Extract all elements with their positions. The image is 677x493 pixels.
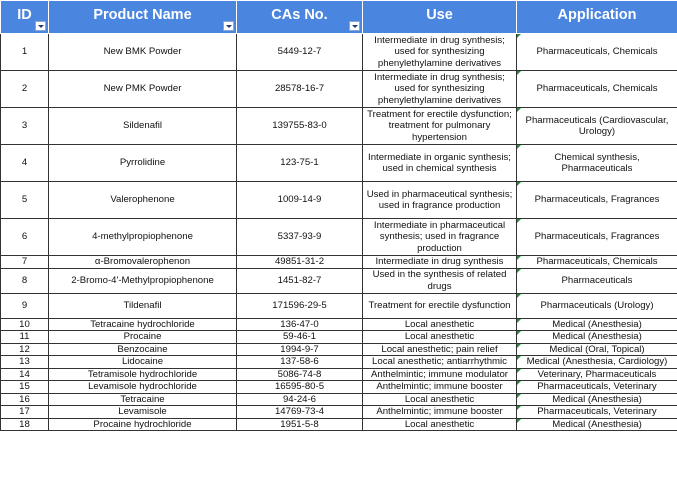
- cell-id-text: 7: [21, 256, 28, 267]
- cell-product-name-text: Procaine: [123, 331, 162, 342]
- table-row: [1, 331, 677, 344]
- cell-use[interactable]: [363, 418, 517, 431]
- cell-product-name-text: Valerophenone: [110, 194, 175, 206]
- cell-product-name-text: New PMK Powder: [103, 83, 182, 95]
- cell-product-name[interactable]: [49, 219, 237, 256]
- cell-use-text: Local anesthetic; pain relief: [381, 343, 498, 355]
- cell-application-text: Pharmaceuticals, Chemicals: [536, 46, 658, 58]
- cell-use[interactable]: [363, 331, 517, 344]
- cell-cas-no[interactable]: [237, 108, 363, 145]
- cell-application-text: Pharmaceuticals, Veterinary: [537, 381, 657, 392]
- cell-id-text: 12: [19, 343, 30, 355]
- cell-cas-no[interactable]: [237, 318, 363, 331]
- cell-application[interactable]: [517, 381, 677, 394]
- cell-application-text: Pharmaceuticals (Cardiovascular, Urology): [525, 114, 669, 137]
- header-cas-no-label: CAs No.: [271, 7, 328, 23]
- cell-id-text: 16: [19, 393, 30, 405]
- header-product-name-label: Product Name: [93, 7, 192, 23]
- cell-product-name[interactable]: [49, 293, 237, 318]
- cell-cas-no[interactable]: [237, 268, 363, 293]
- cell-application-text: Medical (Anesthesia, Cardiology): [526, 356, 668, 367]
- cell-use-text: Used in pharmaceutical synthesis; used in fragrance production: [366, 188, 513, 211]
- cell-use[interactable]: [363, 356, 517, 369]
- cell-application[interactable]: [517, 418, 677, 431]
- cell-use-text: Local anesthetic: [404, 393, 475, 405]
- error-indicator-icon: [517, 406, 521, 410]
- cell-cas-no-text: 59-46-1: [282, 331, 317, 342]
- error-indicator-icon: [517, 356, 521, 360]
- cell-id-text: 17: [19, 406, 30, 417]
- cell-id[interactable]: [1, 418, 49, 431]
- cell-use[interactable]: [363, 368, 517, 381]
- cell-product-name-text: 4-methylpropiophenone: [92, 231, 193, 243]
- cell-product-name-text: 2-Bromo-4'-Methylpropiophenone: [71, 274, 214, 286]
- cell-product-name[interactable]: [49, 268, 237, 293]
- cell-product-name-text: Pyrrolidine: [119, 157, 166, 169]
- table-row: [1, 318, 677, 331]
- cell-use[interactable]: [363, 293, 517, 318]
- cell-use-text: Anthelmintic; immune modulator: [370, 368, 509, 380]
- cell-application-text: Chemical synthesis, Pharmaceuticals: [554, 151, 640, 174]
- cell-application-text: Pharmaceuticals, Fragrances: [534, 194, 660, 206]
- cell-id-text: 4: [21, 157, 28, 169]
- cell-use-text: Anthelmintic; immune booster: [376, 381, 503, 392]
- cell-id-text: 9: [21, 299, 28, 311]
- cell-product-name[interactable]: [49, 418, 237, 431]
- header-application-label: Application: [557, 7, 637, 23]
- table-row: [1, 293, 677, 318]
- cell-id-text: 15: [19, 381, 30, 392]
- error-indicator-icon: [517, 331, 521, 335]
- cell-id[interactable]: [1, 108, 49, 145]
- cell-cas-no[interactable]: [237, 343, 363, 356]
- cell-cas-no[interactable]: [237, 34, 363, 71]
- cell-cas-no-text: 171596-29-5: [272, 299, 327, 311]
- table-row: [1, 356, 677, 369]
- cell-id[interactable]: [1, 381, 49, 394]
- cell-id[interactable]: [1, 343, 49, 356]
- cell-product-name[interactable]: [49, 34, 237, 71]
- cell-cas-no-text: 136-47-0: [280, 318, 319, 330]
- error-indicator-icon: [517, 369, 521, 373]
- cell-id-text: 13: [19, 356, 30, 367]
- cell-application-text: Pharmaceuticals, Fragrances: [534, 231, 660, 243]
- header-use-label: Use: [426, 7, 453, 23]
- cell-use[interactable]: [363, 71, 517, 108]
- error-indicator-icon: [517, 294, 521, 298]
- table-row: [1, 368, 677, 381]
- cell-cas-no-text: 5449-12-7: [277, 46, 322, 58]
- cell-id[interactable]: [1, 182, 49, 219]
- cell-application[interactable]: [517, 293, 677, 318]
- cell-cas-no[interactable]: [237, 418, 363, 431]
- cell-product-name-text: Procaine hydrochloride: [93, 418, 192, 430]
- cell-use[interactable]: [363, 268, 517, 293]
- cell-application[interactable]: [517, 368, 677, 381]
- cell-use[interactable]: [363, 406, 517, 419]
- cell-product-name[interactable]: [49, 356, 237, 369]
- cell-use-text: Anthelmintic; immune booster: [376, 406, 503, 417]
- cell-id-text: 5: [21, 194, 28, 206]
- error-indicator-icon: [517, 256, 521, 260]
- error-indicator-icon: [517, 419, 521, 423]
- cell-use-text: Intermediate in drug synthesis; used for synthesizing phenylethylamine derivatives: [374, 71, 505, 106]
- cell-product-name-text: Tetracaine: [120, 393, 165, 405]
- cell-cas-no-text: 5086-74-8: [277, 368, 322, 380]
- cell-id[interactable]: [1, 393, 49, 406]
- cell-cas-no-text: 5337-93-9: [277, 231, 322, 243]
- table-body: [1, 34, 677, 431]
- cell-id[interactable]: [1, 368, 49, 381]
- cell-application[interactable]: [517, 343, 677, 356]
- cell-cas-no[interactable]: [237, 331, 363, 344]
- cell-cas-no-text: 1009-14-9: [277, 194, 322, 206]
- cell-application-text: Pharmaceuticals, Chemicals: [536, 256, 658, 267]
- cell-id[interactable]: [1, 356, 49, 369]
- header-cas-no: [237, 1, 363, 34]
- cell-application-text: Medical (Anesthesia): [552, 331, 642, 342]
- cell-product-name-text: New BMK Powder: [103, 46, 182, 58]
- cell-cas-no-text: 28578-16-7: [274, 83, 325, 95]
- cell-id-text: 2: [21, 83, 28, 95]
- header-use: [363, 1, 517, 34]
- table-row: [1, 343, 677, 356]
- cell-application[interactable]: [517, 256, 677, 269]
- cell-cas-no-text: 139755-83-0: [272, 120, 327, 132]
- cell-cas-no[interactable]: [237, 381, 363, 394]
- cell-use-text: Local anesthetic: [404, 331, 475, 342]
- cell-application[interactable]: [517, 268, 677, 293]
- cell-use[interactable]: [363, 219, 517, 256]
- cell-cas-no-text: 16595-80-5: [274, 381, 325, 392]
- header-row: [1, 1, 677, 34]
- error-indicator-icon: [517, 145, 521, 149]
- cell-cas-no[interactable]: [237, 356, 363, 369]
- cell-application-text: Pharmaceuticals, Chemicals: [536, 83, 658, 95]
- cell-application[interactable]: [517, 318, 677, 331]
- cell-product-name-text: Tetracaine hydrochloride: [90, 318, 195, 330]
- cell-cas-no[interactable]: [237, 71, 363, 108]
- cell-cas-no[interactable]: [237, 393, 363, 406]
- cell-cas-no[interactable]: [237, 406, 363, 419]
- cell-cas-no[interactable]: [237, 293, 363, 318]
- cell-use-text: Treatment for erectile dysfunction; treatment for pulmonary hypertension: [367, 108, 512, 143]
- cell-cas-no-text: 1451-82-7: [277, 274, 322, 286]
- cell-application-text: Pharmaceuticals, Veterinary: [537, 406, 657, 417]
- cell-id[interactable]: [1, 318, 49, 331]
- error-indicator-icon: [517, 219, 521, 223]
- cell-product-name[interactable]: [49, 393, 237, 406]
- cell-id[interactable]: [1, 34, 49, 71]
- cell-cas-no-text: 94-24-6: [282, 393, 317, 405]
- error-indicator-icon: [517, 269, 521, 273]
- cell-product-name-text: Tetramisole hydrochloride: [87, 368, 198, 380]
- cell-cas-no-text: 49851-31-2: [274, 256, 325, 267]
- cell-id-text: 3: [21, 120, 28, 132]
- cell-id[interactable]: [1, 268, 49, 293]
- cell-use-text: Used in the synthesis of related drugs: [372, 269, 507, 292]
- cell-application[interactable]: [517, 406, 677, 419]
- cell-product-name[interactable]: [49, 343, 237, 356]
- filter-dropdown-icon[interactable]: [35, 21, 46, 31]
- cell-use[interactable]: [363, 182, 517, 219]
- error-indicator-icon: [517, 394, 521, 398]
- cell-cas-no-text: 14769-73-4: [274, 406, 325, 417]
- cell-product-name[interactable]: [49, 368, 237, 381]
- cell-use[interactable]: [363, 108, 517, 145]
- cell-application[interactable]: [517, 356, 677, 369]
- error-indicator-icon: [517, 344, 521, 348]
- cell-product-name-text: Levamisole hydrochloride: [88, 381, 197, 392]
- table-row: [1, 418, 677, 431]
- cell-product-name[interactable]: [49, 331, 237, 344]
- cell-cas-no-text: 137-58-6: [280, 356, 319, 367]
- table-row: [1, 381, 677, 394]
- cell-application-text: Pharmaceuticals (Urology): [540, 299, 654, 311]
- cell-cas-no-text: 1994-9-7: [280, 343, 319, 355]
- cell-application[interactable]: [517, 71, 677, 108]
- header-application: [517, 1, 677, 34]
- table-row: [1, 256, 677, 269]
- cell-id-text: 1: [21, 46, 28, 58]
- cell-product-name-text: Sildenafil: [123, 120, 162, 132]
- table-row: [1, 268, 677, 293]
- cell-product-name[interactable]: [49, 71, 237, 108]
- cell-application[interactable]: [517, 34, 677, 71]
- cell-application-text: Medical (Anesthesia): [552, 418, 642, 430]
- header-id: [1, 1, 49, 34]
- table-row: [1, 406, 677, 419]
- table-row: [1, 34, 677, 71]
- error-indicator-icon: [517, 182, 521, 186]
- cell-application[interactable]: [517, 108, 677, 145]
- cell-id-text: 14: [19, 368, 30, 380]
- cell-use-text: Treatment for erectile dysfunction: [368, 299, 511, 311]
- cell-product-name[interactable]: [49, 182, 237, 219]
- table-row: [1, 182, 677, 219]
- cell-use-text: Intermediate in drug synthesis: [375, 256, 504, 267]
- table-row: [1, 145, 677, 182]
- cell-id[interactable]: [1, 71, 49, 108]
- cell-product-name-text: Lidocaine: [121, 356, 164, 367]
- cell-application-text: Pharmaceuticals: [561, 274, 633, 286]
- cell-cas-no-text: 1951-5-8: [280, 418, 319, 430]
- cell-use[interactable]: [363, 145, 517, 182]
- cell-id-text: 8: [21, 274, 28, 286]
- cell-product-name[interactable]: [49, 256, 237, 269]
- cell-id[interactable]: [1, 219, 49, 256]
- cell-cas-no[interactable]: [237, 219, 363, 256]
- cell-id[interactable]: [1, 256, 49, 269]
- cell-use-text: Local anesthetic: [404, 318, 475, 330]
- cell-application-text: Veterinary, Pharmaceuticals: [537, 368, 657, 380]
- error-indicator-icon: [517, 319, 521, 323]
- cell-product-name[interactable]: [49, 381, 237, 394]
- error-indicator-icon: [517, 34, 521, 38]
- cell-application-text: Medical (Anesthesia): [552, 393, 642, 405]
- cell-use-text: Local anesthetic: [404, 418, 475, 430]
- cell-cas-no[interactable]: [237, 256, 363, 269]
- cell-id-text: 10: [19, 318, 30, 330]
- table-row: [1, 393, 677, 406]
- cell-use-text: Intermediate in drug synthesis; used for synthesizing phenylethylamine derivatives: [374, 34, 505, 69]
- cell-product-name-text: Levamisole: [118, 406, 167, 417]
- cell-use[interactable]: [363, 393, 517, 406]
- cell-application[interactable]: [517, 331, 677, 344]
- cell-id-text: 11: [19, 331, 30, 342]
- cell-id-text: 6: [21, 231, 28, 243]
- table-row: [1, 108, 677, 145]
- cell-cas-no[interactable]: [237, 368, 363, 381]
- cell-use[interactable]: [363, 343, 517, 356]
- error-indicator-icon: [517, 381, 521, 385]
- cell-application[interactable]: [517, 393, 677, 406]
- cell-id[interactable]: [1, 293, 49, 318]
- filter-dropdown-icon[interactable]: [223, 21, 234, 31]
- cell-application-text: Medical (Oral, Topical): [549, 343, 645, 355]
- header-product-name: [49, 1, 237, 34]
- cell-product-name-text: Tildenafil: [123, 299, 162, 311]
- cell-application[interactable]: [517, 182, 677, 219]
- cell-cas-no[interactable]: [237, 182, 363, 219]
- cell-application[interactable]: [517, 145, 677, 182]
- cell-id[interactable]: [1, 406, 49, 419]
- cell-id[interactable]: [1, 331, 49, 344]
- cell-product-name[interactable]: [49, 406, 237, 419]
- cell-product-name[interactable]: [49, 108, 237, 145]
- cell-application-text: Medical (Anesthesia): [552, 318, 642, 330]
- cell-product-name[interactable]: [49, 318, 237, 331]
- cell-use-text: Intermediate in pharmaceutical synthesis; used in fragrance production: [373, 219, 506, 254]
- cell-application[interactable]: [517, 219, 677, 256]
- error-indicator-icon: [517, 108, 521, 112]
- filter-dropdown-icon[interactable]: [349, 21, 360, 31]
- cell-product-name-text: α-Bromovalerophenon: [94, 256, 191, 267]
- cell-use[interactable]: [363, 381, 517, 394]
- cell-id[interactable]: [1, 145, 49, 182]
- table-row: [1, 219, 677, 256]
- cell-use[interactable]: [363, 34, 517, 71]
- header-id-label: ID: [17, 7, 32, 23]
- table-row: [1, 71, 677, 108]
- cell-use[interactable]: [363, 256, 517, 269]
- cell-product-name[interactable]: [49, 145, 237, 182]
- cell-cas-no-text: 123-75-1: [280, 157, 319, 169]
- cell-product-name-text: Benzocaine: [117, 343, 168, 355]
- cell-id-text: 18: [19, 418, 30, 430]
- cell-use-text: Local anesthetic; antiarrhythmic: [372, 356, 507, 367]
- cell-cas-no[interactable]: [237, 145, 363, 182]
- error-indicator-icon: [517, 71, 521, 75]
- cell-use[interactable]: [363, 318, 517, 331]
- cell-use-text: Intermediate in organic synthesis; used in chemical synthesis: [368, 151, 511, 174]
